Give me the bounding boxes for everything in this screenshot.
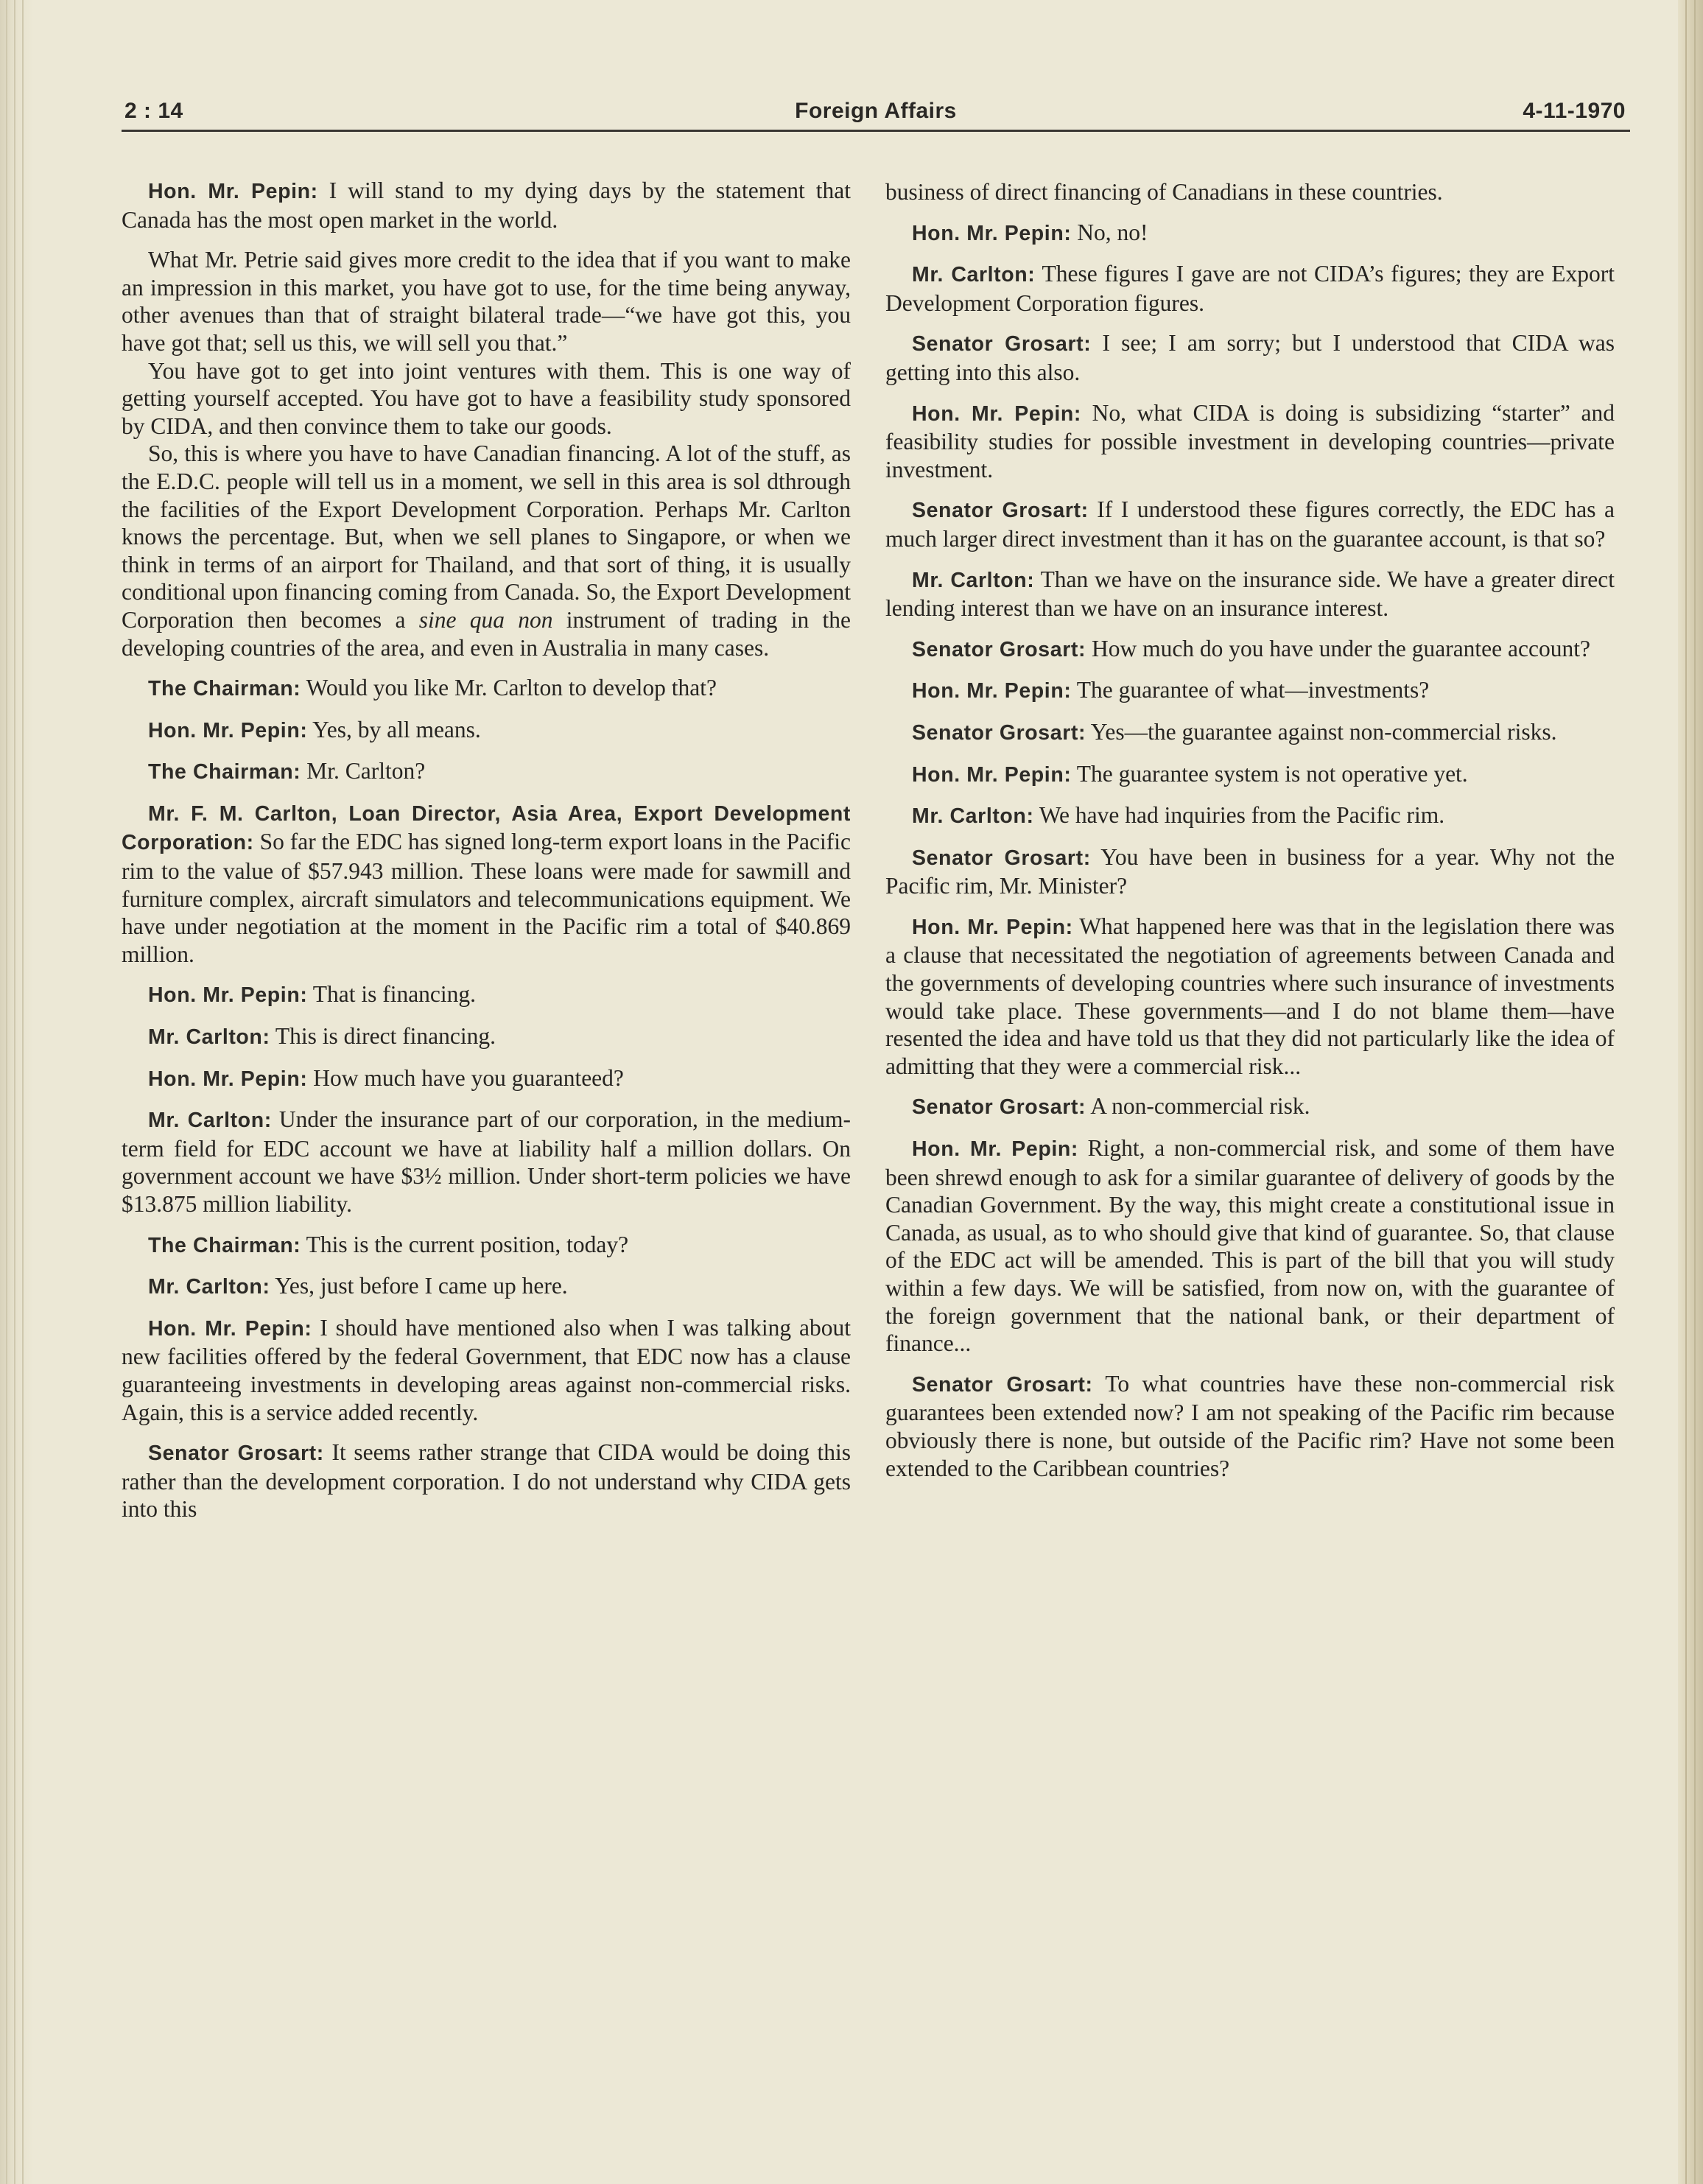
paragraph bbox=[122, 716, 851, 745]
page-edge-left bbox=[0, 0, 34, 2184]
speech-text: How much have you guaranteed? bbox=[307, 1064, 624, 1091]
speaker-name: Hon. Mr. Pepin: bbox=[148, 180, 318, 203]
speech-text: Right, a non-commercial risk, and some of them have been shrewd enough to ask for a similar guarantee of delivery of goods by the Canadian Government. By the way, this might create a constitutional issue in Canada, as usual, as to who should give that kind of guarantee. So, that clause of the EDC act will be amended. This is part of the bill that you will study within a few days. We will be satisfied, from now on, with the guarantee of the foreign government that the national bank, or their department of finance... bbox=[885, 1135, 1615, 1357]
speech-text: So, this is where you have to have Canadian financing. A lot of the stuff, as the E.D.C. people will tell us in a moment, we sell in this area is sol dthrough the facilities of the Export Development Corporation. Perhaps Mr. Carlton knows the percentage. But, when we sell planes to Singapore, or when we think in terms of an airport for Thailand, and that sort of thing, it is usually conditional upon financing coming from Canada. So, the Export Development Corporation then becomes a bbox=[122, 440, 851, 633]
paragraph bbox=[885, 635, 1615, 664]
speaker-name: Hon. Mr. Pepin: bbox=[148, 1067, 308, 1091]
paragraph bbox=[122, 1314, 851, 1426]
paragraph bbox=[885, 219, 1615, 248]
speech-text: This is the current position, today? bbox=[301, 1231, 629, 1257]
paragraph bbox=[885, 329, 1615, 386]
paragraph bbox=[122, 799, 851, 969]
publication-title: Foreign Affairs bbox=[795, 99, 957, 123]
speaker-name: Mr. Carlton: bbox=[912, 568, 1035, 592]
speech-text: I see; I am sorry; but I understood that CIDA was getting into this also. bbox=[885, 330, 1615, 385]
speech-text: What Mr. Petrie said gives more credit to the idea that if you want to make an impression in this market, you have got to use, for the time being anyway, other avenues than that of straight bilateral trade—“we have got this, you have got that; sell us this, we will sell you that.” bbox=[122, 247, 851, 356]
paragraph bbox=[122, 246, 851, 357]
speaker-name: Senator Grosart: bbox=[148, 1442, 324, 1466]
right-column bbox=[885, 178, 1615, 1495]
speaker-name: Hon. Mr. Pepin: bbox=[148, 1316, 312, 1341]
speech-text: Mr. Carlton? bbox=[301, 758, 426, 784]
speaker-name: Hon. Mr. Pepin: bbox=[912, 915, 1073, 939]
paragraph bbox=[885, 913, 1615, 1081]
left-column bbox=[122, 177, 851, 1536]
speaker-name: Hon. Mr. Pepin: bbox=[912, 221, 1072, 245]
speaker-name: Hon. Mr. Pepin: bbox=[912, 401, 1081, 426]
speaker-name: Mr. Carlton: bbox=[912, 263, 1036, 287]
speech-text: You have been in business for a year. Why not the Pacific rim, Mr. Minister? bbox=[885, 843, 1615, 899]
speech-text: Would you like Mr. Carlton to develop that? bbox=[301, 675, 717, 701]
speech-text: To what countries have these non-commercial risk guarantees been extended now? I am not speaking of the Pacific rim because obviously there is none, but outside of the Pacific rim? Have not some been extended to the Caribbean countries? bbox=[885, 1370, 1615, 1481]
speech-text: Yes—the guarantee against non-commercial risks. bbox=[1086, 718, 1557, 745]
speech-text: No, no! bbox=[1071, 219, 1148, 245]
running-head bbox=[122, 91, 1630, 128]
page-number: 2 : 14 bbox=[124, 99, 183, 123]
speech-text: So far the EDC has signed long-term export loans in the Pacific rim to the value of $57.943 million. These loans were made for sawmill and furniture complex, aircraft simulators and telecommunications equipment. We have under negotiation at the moment in the Pacific rim a total of $40.869 million. bbox=[122, 829, 851, 967]
speaker-name: Senator Grosart: bbox=[912, 332, 1092, 357]
speaker-name: Hon. Mr. Pepin: bbox=[912, 762, 1072, 787]
paragraph bbox=[122, 1106, 851, 1218]
speaker-name: Mr. Carlton: bbox=[912, 804, 1034, 829]
speaker-name: The Chairman: bbox=[148, 1233, 301, 1257]
speaker-name: Hon. Mr. Pepin: bbox=[148, 983, 308, 1008]
paragraph bbox=[122, 357, 851, 440]
paragraph bbox=[885, 718, 1615, 748]
page-edge-right bbox=[1678, 0, 1703, 2184]
speech-text: The guarantee of what—investments? bbox=[1071, 677, 1430, 703]
speech-text: What happened here was that in the legislation there was a clause that necessitated the negotiation of agreements between Canada and the governments of developing countries where such insurance of investments would take place. These governments—and I do not blame them—have resented the idea and have told us that they did not particularly like the idea of admitting that they were a commercial risk... bbox=[885, 913, 1615, 1079]
speech-text: This is direct financing. bbox=[270, 1023, 496, 1050]
paragraph bbox=[885, 1134, 1615, 1358]
paragraph bbox=[122, 980, 851, 1010]
paragraph bbox=[885, 399, 1615, 484]
paragraph bbox=[122, 1439, 851, 1523]
speech-text: It seems rather strange that CIDA would be doing this rather than the development corporation. I do not understand why CIDA gets into this bbox=[122, 1439, 851, 1523]
paragraph bbox=[122, 1064, 851, 1094]
speaker-name: Hon. Mr. Pepin: bbox=[912, 679, 1072, 703]
italic-phrase: sine qua non bbox=[418, 606, 553, 633]
speech-text: Yes, by all means. bbox=[307, 716, 481, 742]
speaker-name: Hon. Mr. Pepin: bbox=[148, 718, 308, 742]
speaker-name: Mr. Carlton: bbox=[148, 1109, 272, 1133]
speech-text: How much do you have under the guarantee account? bbox=[1086, 635, 1590, 661]
speaker-name: Hon. Mr. Pepin: bbox=[912, 1137, 1078, 1162]
paragraph bbox=[122, 1231, 851, 1260]
speech-text: That is financing. bbox=[307, 981, 477, 1008]
speech-text: Than we have on the insurance side. We have a greater direct lending interest than we have on an insurance interest. bbox=[885, 566, 1615, 622]
speech-text: These figures I gave are not CIDA’s figures; they are Export Development Corporation figures. bbox=[885, 261, 1615, 316]
paragraph bbox=[885, 496, 1615, 552]
paragraph bbox=[885, 676, 1615, 706]
speech-text: I will stand to my dying days by the statement that Canada has the most open market in the world. bbox=[122, 178, 852, 233]
publication-date: 4-11-1970 bbox=[1523, 99, 1626, 123]
paragraph bbox=[885, 1092, 1615, 1122]
speaker-name: Senator Grosart: bbox=[912, 637, 1086, 661]
speech-text: No, what CIDA is doing is subsidizing “starter” and feasibility studies for possible investment in developing countries—private investment. bbox=[885, 399, 1615, 482]
speaker-name: Senator Grosart: bbox=[912, 1095, 1086, 1120]
speaker-name: Senator Grosart: bbox=[912, 846, 1091, 870]
speech-text: Under the insurance part of our corporation, in the medium-term field for EDC account we have at liability half a million dollars. On government account we have $3½ million. Under short-term policies we have $13.875 million liability. bbox=[122, 1106, 851, 1217]
paragraph bbox=[885, 260, 1615, 317]
paragraph bbox=[885, 178, 1615, 206]
speech-text: instrument of trading in the developing countries of the area, and even in Australia in many cases. bbox=[122, 606, 851, 661]
speaker-name: Senator Grosart: bbox=[912, 499, 1089, 523]
speech-text: You have got to get into joint ventures with them. This is one way of getting yourself accepted. You have got to have a feasibility study sponsored by CIDA, and then convince them to take our goods. bbox=[122, 357, 851, 439]
speech-text: We have had inquiries from the Pacific rim. bbox=[1033, 802, 1445, 829]
speech-text: Yes, just before I came up here. bbox=[270, 1273, 568, 1299]
speaker-name: Mr. Carlton: bbox=[148, 1025, 270, 1050]
paragraph bbox=[885, 843, 1615, 900]
paragraph bbox=[122, 440, 851, 661]
paragraph bbox=[885, 760, 1615, 790]
speech-text: I should have mentioned also when I was talking about new facilities offered by the federal Government, that EDC now has a clause guaranteeing investments in developing areas against non-commercial risks. Again, this is a service added recently. bbox=[122, 1314, 851, 1425]
speech-text: A non-commercial risk. bbox=[1086, 1093, 1310, 1120]
speaker-name: Mr. Carlton: bbox=[148, 1275, 270, 1299]
speech-text: business of direct financing of Canadians in these countries. bbox=[885, 179, 1443, 205]
paragraph bbox=[122, 757, 851, 787]
paragraph bbox=[122, 1022, 851, 1052]
paragraph bbox=[885, 1370, 1615, 1482]
speaker-name: The Chairman: bbox=[148, 760, 301, 784]
speaker-name: Senator Grosart: bbox=[912, 1372, 1093, 1397]
paragraph bbox=[122, 1272, 851, 1302]
speech-text: If I understood these figures correctly, the EDC has a much larger direct investment than it has on the guarantee account, is that so? bbox=[885, 496, 1615, 552]
speaker-name: The Chairman: bbox=[148, 677, 301, 701]
speech-text: The guarantee system is not operative yet. bbox=[1071, 760, 1468, 787]
paragraph bbox=[885, 566, 1615, 622]
speaker-name: Mr. F. M. Carlton, Loan Director, Asia Area, Export Development Corporation: bbox=[122, 801, 851, 855]
paragraph bbox=[885, 801, 1615, 831]
speaker-name: Senator Grosart: bbox=[912, 720, 1086, 745]
paragraph bbox=[122, 674, 851, 703]
header-rule bbox=[122, 130, 1630, 132]
paragraph bbox=[122, 177, 851, 234]
